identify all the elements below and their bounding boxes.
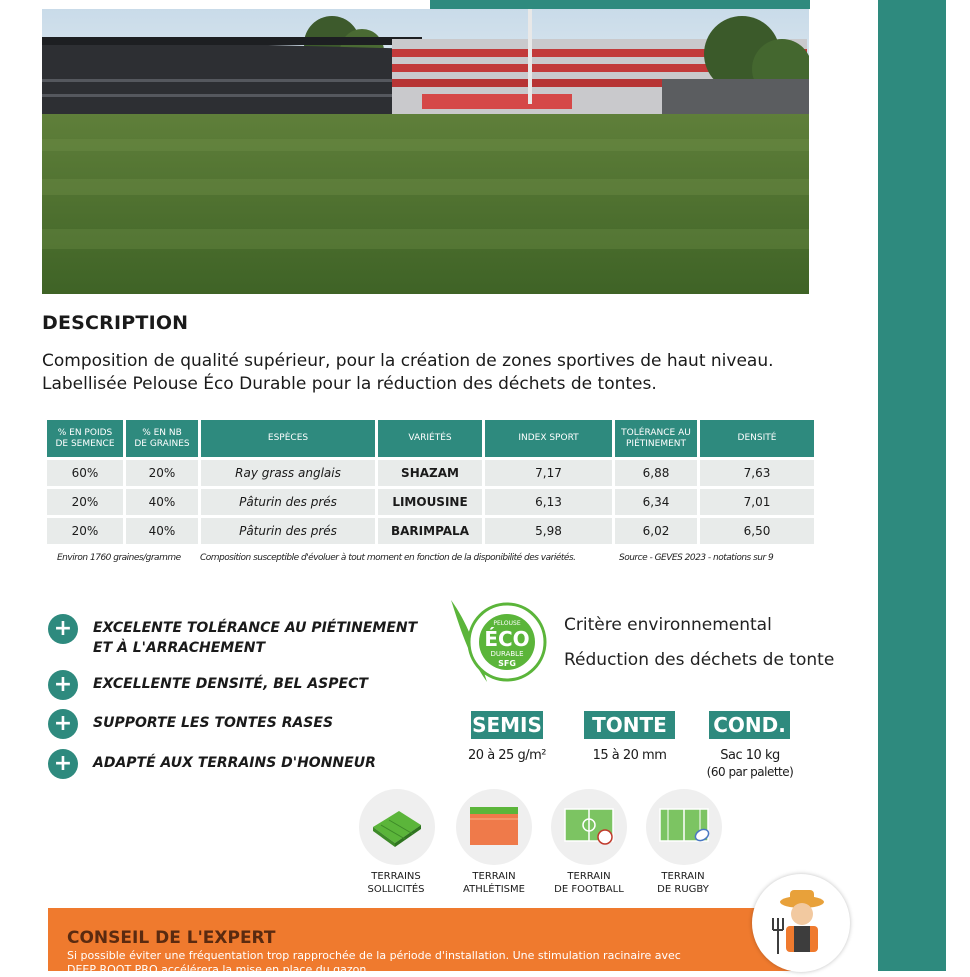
gardener-avatar-icon (752, 874, 850, 972)
header-index-sport: INDEX SPORT (485, 420, 612, 457)
feature-item (48, 749, 376, 779)
feature-item (48, 709, 333, 739)
table-row (47, 518, 814, 544)
cell-densite: 6,50 (700, 518, 814, 544)
cell-graines: 20% (126, 460, 198, 486)
eco-logo-top: PELOUSE (493, 620, 521, 627)
plus-icon: + (48, 709, 78, 739)
semis-value: 20 à 25 g/m² (468, 748, 546, 763)
feature-item (48, 670, 368, 700)
description-line: Composition de qualité supérieur, pour la création de zones sportives de haut niveau. (42, 351, 774, 371)
cond-badge: COND. (709, 711, 790, 739)
feature-text: SUPPORTE LES TONTES RASES (93, 715, 334, 731)
plus-icon: + (48, 749, 78, 779)
table-row (47, 489, 814, 515)
expert-advice-title: CONSEIL DE L'EXPERT (67, 928, 276, 948)
description-line: Labellisée Pelouse Éco Durable pour la réduction des déchets de tontes. (42, 374, 657, 394)
composition-table (44, 417, 817, 547)
terrain-label: TERRAIN ATHLÉTISME (463, 871, 525, 895)
description-text (42, 350, 842, 396)
terrain-label: TERRAIN DE RUGBY (657, 871, 709, 895)
tonte-badge: TONTE (584, 711, 675, 739)
cell-tolerance: 6,02 (615, 518, 697, 544)
eco-reduction: Réduction des déchets de tonte (564, 650, 835, 670)
turf-roll-icon (359, 789, 435, 865)
cell-graines: 40% (126, 518, 198, 544)
header-densite: DENSITÉ (700, 420, 814, 457)
cell-poids: 60% (47, 460, 123, 486)
cell-poids: 20% (47, 518, 123, 544)
expert-advice-box (48, 908, 810, 976)
stadium-photo (42, 9, 809, 294)
feature-item (48, 614, 417, 658)
header-tolerance: TOLÉRANCE AU PIÉTINEMENT (615, 420, 697, 457)
terrain-label: TERRAINS SOLLICITÉS (367, 871, 425, 895)
football-pitch-icon (551, 789, 627, 865)
cell-densite: 7,01 (700, 489, 814, 515)
cell-densite: 7,63 (700, 460, 814, 486)
cell-index-sport: 7,17 (485, 460, 612, 486)
header-poids: % EN POIDS DE SEMENCE (47, 420, 123, 457)
cell-poids: 20% (47, 489, 123, 515)
table-row (47, 460, 814, 486)
feature-text: ADAPTÉ AUX TERRAINS D'HONNEUR (93, 755, 376, 771)
cell-index-sport: 5,98 (485, 518, 612, 544)
eco-logo-main: ÉCO (484, 627, 530, 651)
table-header-row (47, 420, 814, 457)
cell-variete: BARIMPALA (378, 518, 482, 544)
cell-espece: Pâturin des prés (201, 518, 375, 544)
semis-badge: SEMIS (472, 713, 542, 737)
top-decor-tab (430, 0, 810, 9)
header-graines: % EN NB DE GRAINES (126, 420, 198, 457)
cell-tolerance: 6,34 (615, 489, 697, 515)
eco-logo-sub: DURABLE (490, 650, 524, 658)
rugby-pitch-icon (646, 789, 722, 865)
cell-espece: Ray grass anglais (201, 460, 375, 486)
eco-durable-logo (447, 594, 552, 690)
right-decor-bar (878, 0, 946, 971)
feature-text: EXCELLENTE DENSITÉ, BEL ASPECT (93, 676, 368, 692)
tonte-value: 15 à 20 mm (592, 748, 667, 763)
cell-espece: Pâturin des prés (201, 489, 375, 515)
cell-variete: LIMOUSINE (378, 489, 482, 515)
eco-logo-brand: SFG (498, 659, 516, 668)
expert-advice-text: Si possible éviter une fréquentation trop rapprochée de la période d'installation. Une stimulation racinaire avec DEEP ROOT PRO accélérera la mise en place du gazon. (67, 949, 681, 976)
note-source: Source - GEVES 2023 - notations sur 9 (619, 553, 774, 563)
feature-text: EXCELENTE TOLÉRANCE AU PIÉTINEMENT ET À L'ARRACHEMENT (93, 620, 418, 656)
terrain-label: TERRAIN DE FOOTBALL (554, 871, 624, 895)
eco-critere: Critère environnemental (564, 615, 772, 635)
cell-graines: 40% (126, 489, 198, 515)
cell-variete: SHAZAM (378, 460, 482, 486)
note-composition: Composition susceptible d'évoluer à tout moment en fonction de la disponibilité des variétés. (200, 553, 576, 563)
cond-value: Sac 10 kg (60 par palette) (706, 748, 794, 779)
cell-index-sport: 6,13 (485, 489, 612, 515)
header-varietes: VARIÉTÉS (378, 420, 482, 457)
note-graines: Environ 1760 graines/gramme (57, 553, 181, 563)
plus-icon: + (48, 614, 78, 644)
description-title: DESCRIPTION (42, 312, 189, 334)
header-especes: ESPÈCES (201, 420, 375, 457)
cell-tolerance: 6,88 (615, 460, 697, 486)
athletics-track-icon (456, 789, 532, 865)
plus-icon: + (48, 670, 78, 700)
